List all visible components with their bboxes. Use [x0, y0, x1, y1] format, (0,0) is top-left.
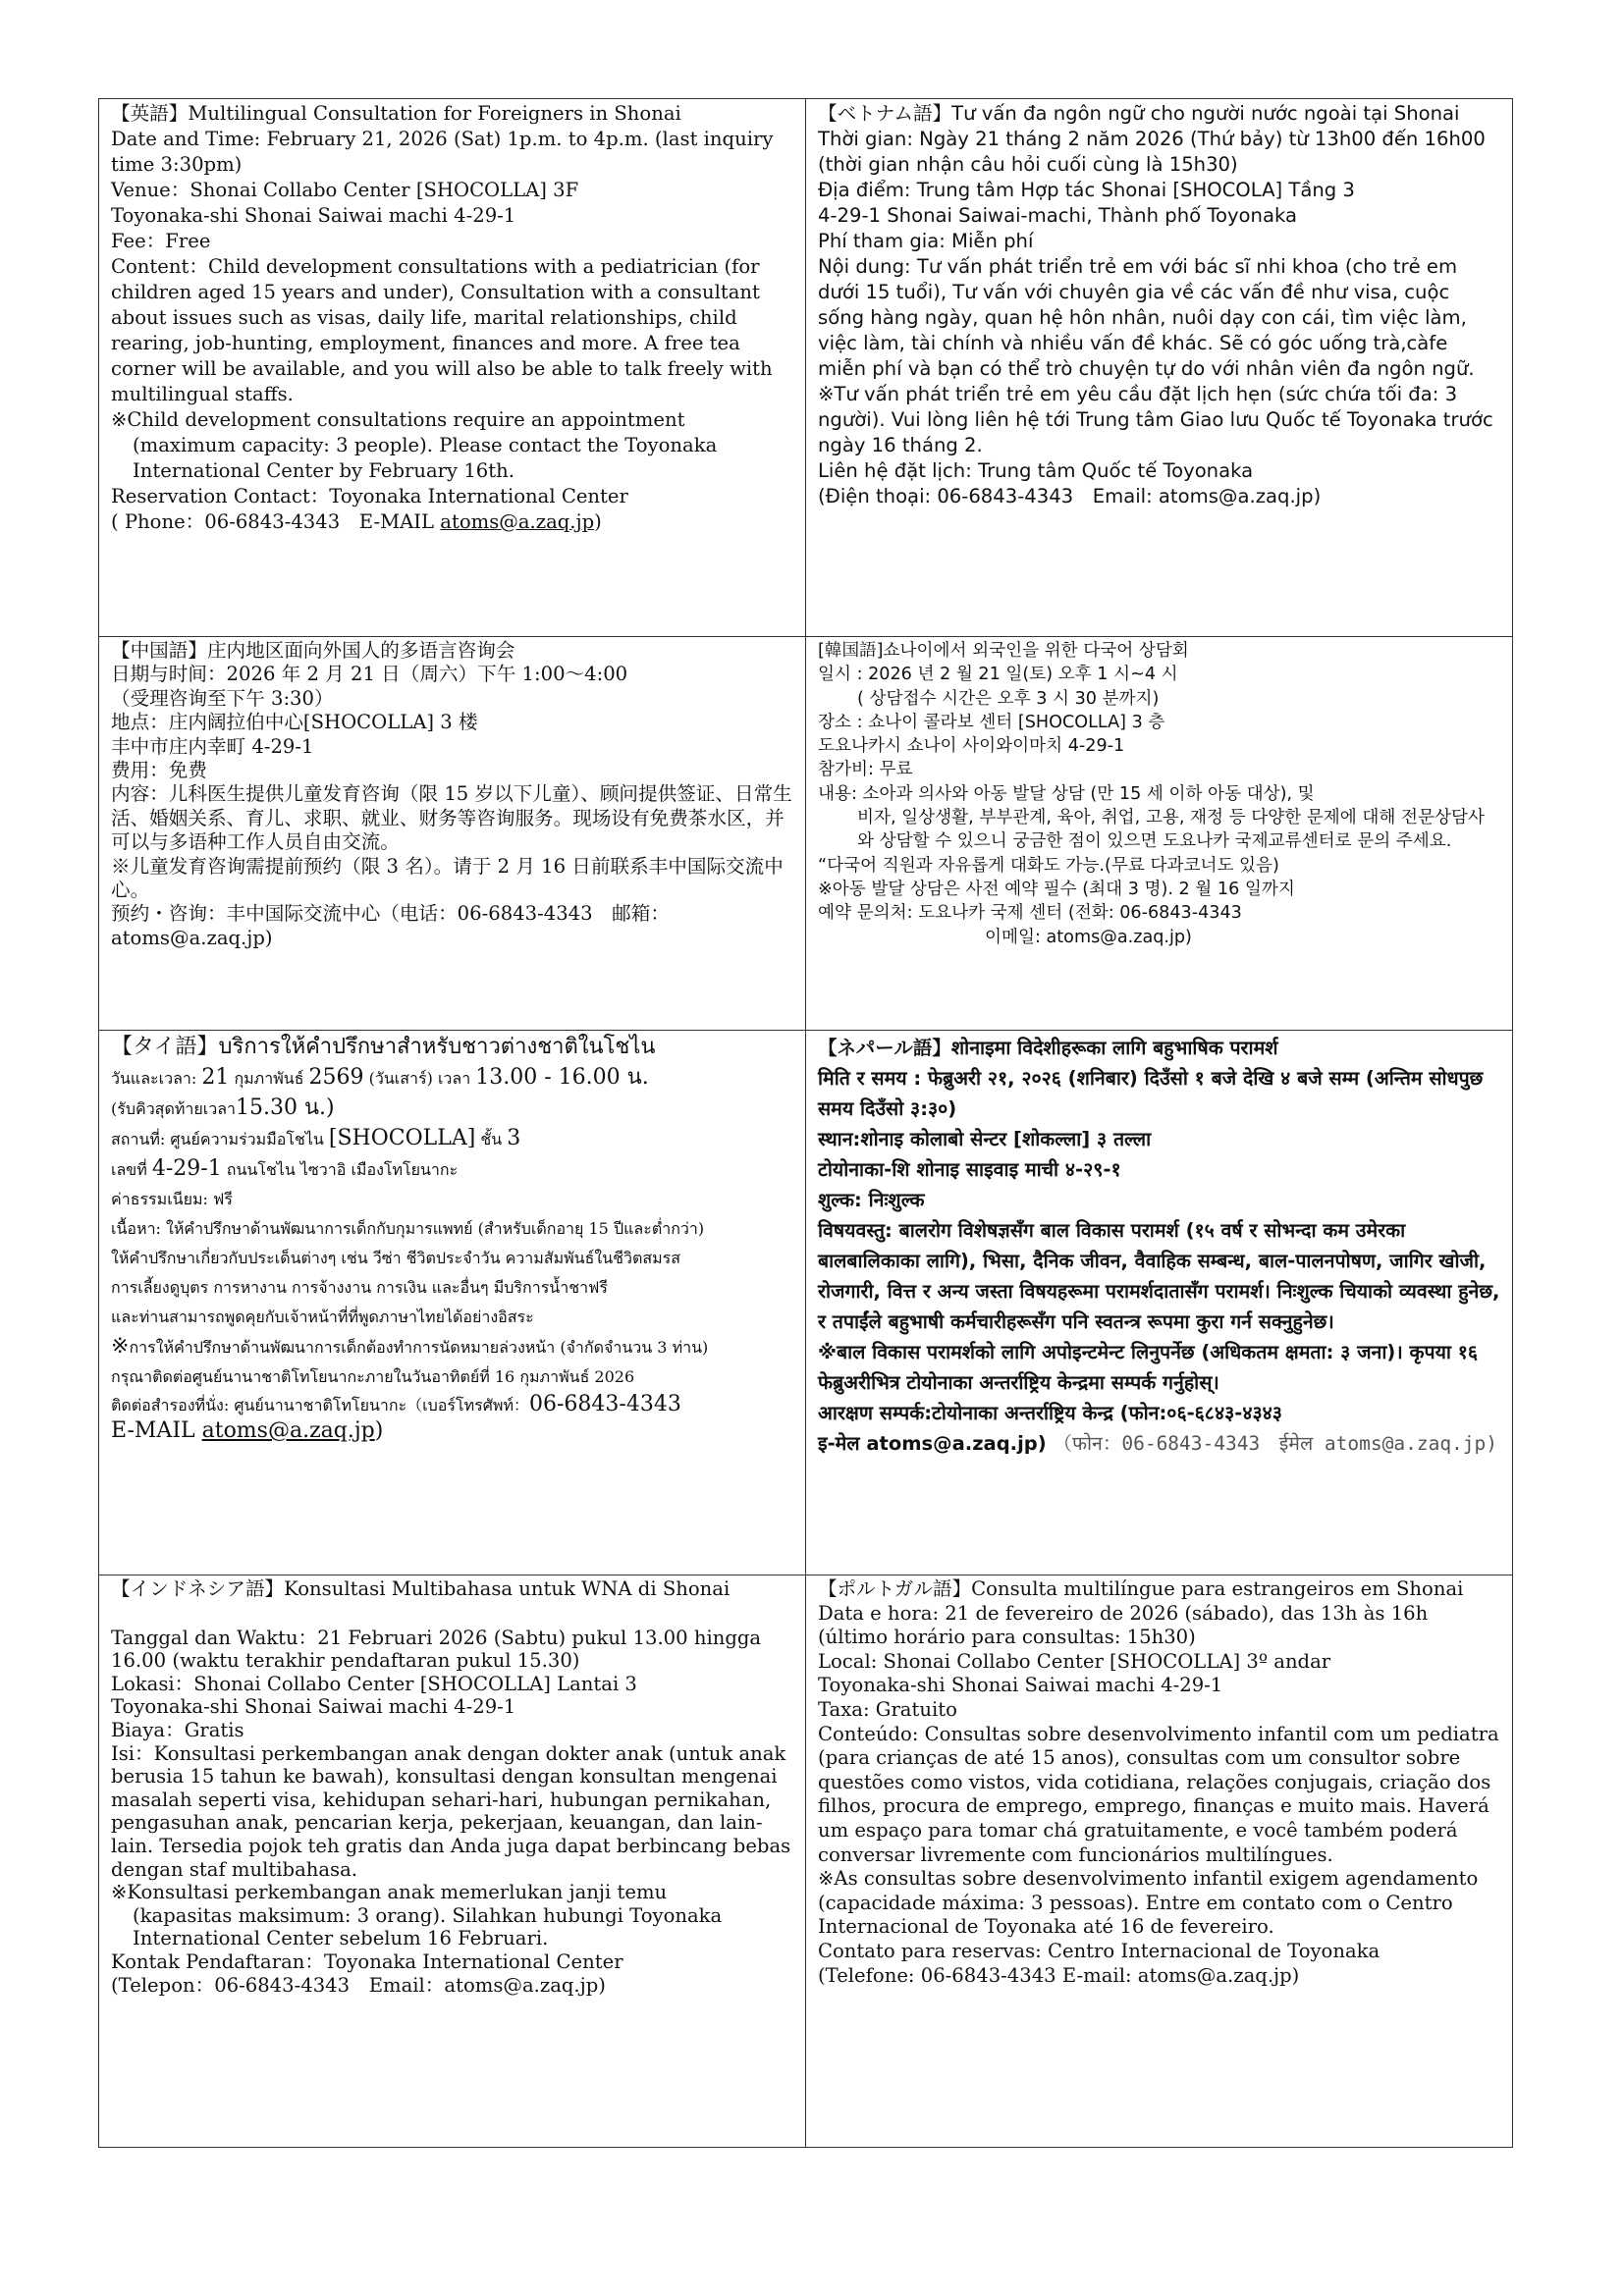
vietnamese-venue: Địa điểm: Trung tâm Hợp tác Shonai [SHOCOLA] Tầng 3 [818, 179, 1355, 201]
chinese-contact: 预约・咨询：丰中国际交流中心（电话：06-6843-4343 邮箱：atoms@a.zaq.jp) [111, 902, 670, 949]
vietnamese-fee: Phí tham gia: Miễn phí [818, 230, 1034, 252]
english-venue: Venue：Shonai Collabo Center [SHOCOLLA] 3F [111, 179, 579, 201]
portuguese-title: 【ポルトガル語】Consulta multilíngue para estrangeiros em Shonai [818, 1577, 1464, 1600]
korean-free-talk: “다국어 직원과 자유롭게 대화도 가능.(무료 다과코너도 있음) [818, 855, 1279, 876]
english-note: ※Child development consultations require an appointment [111, 408, 685, 431]
korean-date2: ( 상담접수 시간은 오후 3 시 30 분까지) [857, 688, 1160, 709]
english-reservation: Reservation Contact：Toyonaka International Center [111, 485, 628, 507]
english-phone [111, 509, 793, 535]
thai-last-time: (รับคิวสุดท้ายเวลา15.30 น.) [111, 1095, 335, 1120]
nepali-date: मिति र समय : फेब्रुअरी २१, २०२६ (शनिबार) दिउँसो १ बजे देखि ४ बजे सम्म (अन्तिम सोधपुछ समय दिउँसो ३:३०) [818, 1067, 1490, 1120]
thai-content3: การเลี้ยงดูบุตร การหางาน การจ้างงาน การเงิน และอื่นๆ มีบริการน้ำชาฟรี [111, 1278, 608, 1297]
korean-contact: 예약 문의처: 도요나카 국제 센터 (전화: 06-6843-4343 [818, 903, 1242, 924]
thai-date: วันและเวลา: 21 กุมภาพันธ์ 2569 (วันเสาร์) เวลา 13.00 - 16.00 น. [111, 1065, 649, 1090]
thai-address: เลขที่ 4-29-1 ถนนโชไน ไซวาอิ เมืองโทโยนากะ [111, 1156, 459, 1181]
english-section [99, 99, 806, 636]
chinese-date2: （受理咨询至下午 3:30） [111, 686, 334, 710]
nepali-email: इ-मेल atoms@a.zaq.jp) （फोन：06-6843-4343 ईमेल atoms@a.zaq.jp) [818, 1432, 1498, 1455]
portuguese-date: Data e hora: 21 de fevereiro de 2026 (sábado), das 13h às 16h (último horário para consultas: 15h30) [818, 1601, 1435, 1649]
korean-venue: 장소 : 쇼나이 콜라보 센터 [SHOCOLLA] 3 층 [818, 712, 1165, 732]
indonesian-note-rest: (kapasitas maksimum: 3 orang). Silahkan hubungi Toyonaka International Center sebelum 16 Februari. [133, 1903, 729, 1950]
english-phone-suffix: ) [594, 510, 602, 533]
english-fee: Fee：Free [111, 230, 211, 252]
vietnamese-date: Thời gian: Ngày 21 tháng 2 năm 2026 (Thứ bảy) từ 13h00 đến 16h00 (thời gian nhận câu hỏi cuối cùng là 15h30) [818, 128, 1492, 176]
nepali-title: 【ネパール語】शोनाइमा विदेशीहरूका लागि बहुभाषिक परामर्श [818, 1037, 1278, 1059]
korean-email: 이메일: atoms@a.zaq.jp) [985, 927, 1192, 947]
vietnamese-section [806, 99, 1513, 636]
portuguese-note: ※As consultas sobre desenvolvimento infantil exigem agendamento (capacidade máxima: 3 pessoas). Entre em contato com o Centro Internacional de Toyonaka até 16 de fevereiro. [818, 1867, 1485, 1939]
vietnamese-address: 4-29-1 Shonai Saiwai-machi, Thành phố Toyonaka [818, 204, 1297, 227]
thai-title-text: 【タイ語】บริการให้คำปรึกษาสำหรับชาวต่างชาติในโชไน [111, 1035, 656, 1059]
indonesian-contact: Kontak Pendaftaran：Toyonaka International Center [111, 1949, 623, 1973]
indonesian-section [99, 1575, 806, 2147]
nepali-note: ※बाल विकास परामर्शको लागि अपोइन्टमेन्ट लिनुपर्नेछ (अधिकतम क्षमता: ३ जना)। कृपया १६ फेब्रुअरीभित्र टोयोनाका अन्तर्राष्ट्रिय केन्द्रमा सम्पर्क गर्नुहोस्। [818, 1341, 1485, 1394]
chinese-note: ※儿童发育咨询需提前预约（限 3 名）。请于 2 月 16 日前联系丰中国际交流中心。 [111, 854, 784, 902]
indonesian-venue: Lokasi：Shonai Collabo Center [SHOCOLLA] Lantai 3 [111, 1672, 637, 1695]
chinese-content: 内容：儿科医生提供儿童发育咨询（限 15 岁以下儿童）、顾问提供签证、日常生活、婚姻关系、育儿、求职、就业、财务等咨询服务。现场设有免费茶水区，并可以与多语种工作人员自由交流。 [111, 782, 792, 854]
korean-address: 도요나카시 쇼나이 사이와이마치 4-29-1 [818, 736, 1125, 757]
table-row [99, 1031, 1513, 1575]
nepali-fee: शुल्क: निःशुल्क [818, 1189, 925, 1211]
korean-content-rest: 비자, 일상생활, 부부관계, 육아, 취업, 고용, 재정 등 다양한 문제에 대해 전문상담사와 상담할 수 있으니 궁금한 점이 있으면 도요나카 국제교류센터로 문의 주세요. [857, 808, 1485, 852]
nepali-venue: स्थान:शोनाइ कोलाबो सेन्टर [शोकल्ला] ३ तल्ला [818, 1128, 1152, 1150]
korean-fee: 참가비: 무료 [818, 760, 913, 780]
indonesian-content: Isi：Konsultasi perkembangan anak dengan dokter anak (untuk anak berusia 15 tahun ke bawah), konsultasi dengan konsultan mengenai masalah seperti visa, kehidupan sehari-hari, hubungan pernikahan, pengasuhan anak, pencarian kerja, pekerjaan, keuangan, dan lain-lain. Tersedia pojok teh gratis dan Anda juga dapat berbincang bebas dengan staf multibahasa. [111, 1741, 797, 1881]
chinese-address: 丰中市庄内幸町 4-29-1 [111, 734, 314, 758]
portuguese-content: Conteúdo: Consultas sobre desenvolvimento infantil com um pediatra (para crianças de até 15 anos), consultas com um consultor sobre questões como vistos, vida cotidiana, relações conjugais, criação dos filhos, procura de emprego, emprego, finanças e muito mais. Haverá um espaço para tomar chá gratuitamente, e você também poderá conversar livremente com funcionários multilíngues. [818, 1722, 1505, 1866]
nepali-mono-contact: （फोन：06-6843-4343 ईमेल atoms@a.zaq.jp) [1053, 1432, 1498, 1455]
indonesian-title: 【インドネシア語】Konsultasi Multibahasa untuk WNA di Shonai [111, 1577, 731, 1600]
english-address: Toyonaka-shi Shonai Saiwai machi 4-29-1 [111, 204, 516, 227]
indonesian-date: Tanggal dan Waktu：21 Februari 2026 (Sabtu) pukul 13.00 hingga 16.00 (waktu terakhir pendaftaran pukul 15.30) [111, 1626, 768, 1673]
english-email-link[interactable]: atoms@a.zaq.jp [440, 510, 595, 533]
indonesian-fee: Biaya：Gratis [111, 1718, 244, 1741]
chinese-section [99, 637, 806, 1030]
vietnamese-title: 【ベトナム語】Tư vấn đa ngôn ngữ cho người nước ngoài tại Shonai [818, 102, 1460, 125]
chinese-date: 日期与时间：2026 年 2 月 21 日（周六）下午 1:00～4:00 [111, 663, 628, 686]
portuguese-section [806, 1575, 1513, 2147]
nepali-address: टोयोनाका-शि शोनाइ साइवाइ माची ४-२९-१ [818, 1158, 1121, 1181]
english-date: Date and Time: February 21, 2026 (Sat) 1p.m. to 4p.m. (last inquiry time 3:30pm) [111, 128, 780, 176]
thai-email-link[interactable]: atoms@a.zaq.jp [201, 1418, 375, 1443]
table-row [99, 1575, 1513, 2148]
portuguese-address: Toyonaka-shi Shonai Saiwai machi 4-29-1 [818, 1674, 1223, 1697]
thai-content1: เนื้อหา: ให้คำปรึกษาด้านพัฒนาการเด็กกับกุมารแพทย์ (สำหรับเด็กอายุ 15 ปีและต่ำกว่า) [111, 1219, 705, 1238]
nepali-contact: आरक्षण सम्पर्क:टोयोनाका अन्तर्राष्ट्रिय केन्द्र (फोन:०६-६८४३-४३४३ [818, 1402, 1282, 1424]
english-note-rest: (maximum capacity: 3 people). Please contact the Toyonaka International Center by February 16th. [133, 434, 724, 482]
thai-contact: ติดต่อสำรองที่นั่ง: ศูนย์นานาชาติโทโยนากะ（เบอร์โทรศัพท์：06-6843-4343 [111, 1392, 681, 1416]
thai-section [99, 1031, 806, 1575]
thai-note: ※การให้คำปรึกษาด้านพัฒนาการเด็กต้องทำการนัดหมายล่วงหน้า (จำกัดจำนวน 3 ท่าน) [111, 1334, 709, 1359]
nepali-section [806, 1031, 1513, 1575]
thai-content4: และท่านสามารถพูดคุยกับเจ้าหน้าที่ที่พูดภาษาไทยได้อย่างอิสระ [111, 1308, 534, 1326]
table-row [99, 637, 1513, 1031]
english-title: 【英語】Multilingual Consultation for Foreigners in Shonai [111, 102, 681, 125]
nepali-content: विषयवस्तु: बालरोग विशेषज्ञसँग बाल विकास परामर्श (१५ वर्ष र सोभन्दा कम उमेरका बालबालिकाका लागि), भिसा, दैनिक जीवन, वैवाहिक सम्बन्ध, बाल-पालनपोषण, जागिर खोजी, रोजगारी, वित्त र अन्य जस्ता विषयहरूमा परामर्शदातासँग परामर्श। निःशुल्क चियाको व्यवस्था हुनेछ, र तपाईंले बहुभाषी कर्मचारीहरूसँग पनि स्वतन्त्र रूपमा कुरा गर्न सक्नुहुनेछ। [818, 1219, 1507, 1333]
vietnamese-note: ※Tư vấn phát triển trẻ em yêu cầu đặt lịch hẹn (sức chứa tối đa: 3 người). Vui lòng liên hệ tới Trung tâm Giao lưu Quốc tế Toyonaka trước ngày 16 tháng 2. [818, 383, 1499, 456]
portuguese-phone: (Telefone: 06-6843-4343 E-mail: atoms@a.zaq.jp) [818, 1963, 1300, 1987]
vietnamese-phone: (Điện thoại: 06-6843-4343 Email: atoms@a.zaq.jp) [818, 485, 1322, 507]
english-phone-prefix: ( Phone：06-6843-4343 E-MAIL [111, 510, 441, 533]
thai-content2: ให้คำปรึกษาเกี่ยวกับประเด็นต่างๆ เช่น วีซ่า ชีวิตประจำวัน ความสัมพันธ์ในชีวิตสมรส [111, 1249, 681, 1267]
portuguese-fee: Taxa: Gratuito [818, 1697, 957, 1721]
thai-title [111, 1033, 793, 1063]
korean-section [806, 637, 1513, 1030]
english-content: Content：Child development consultations with a pediatrician (for children aged 15 years and under), Consultation with a consultant about issues such as visas, daily life, marital relationships, child rearing, job-hunting, employment, finances and more. A free tea corner will be available, and you will also be able to talk freely with multilingual staffs. [111, 255, 779, 405]
portuguese-contact: Contato para reservas: Centro Internacional de Toyonaka [818, 1939, 1380, 1962]
korean-note: ※아동 발달 상담은 사전 예약 필수 (최대 3 명). 2 월 16 일까지 [818, 879, 1295, 899]
vietnamese-contact: Liên hệ đặt lịch: Trung tâm Quốc tế Toyonaka [818, 459, 1254, 482]
chinese-venue: 地点：庄内阔拉伯中心[SHOCOLLA] 3 楼 [111, 711, 478, 734]
indonesian-phone: (Telepon：06-6843-4343 Email：atoms@a.zaq.jp) [111, 1973, 606, 1997]
korean-date: 일시 : 2026 년 2 월 21 일(토) 오후 1 시~4 시 [818, 665, 1178, 685]
chinese-fee: 费用：免费 [111, 759, 207, 782]
indonesian-address: Toyonaka-shi Shonai Saiwai machi 4-29-1 [111, 1695, 516, 1719]
vietnamese-content: Nội dung: Tư vấn phát triển trẻ em với bác sĩ nhi khoa (cho trẻ em dưới 15 tuổi), Tư vấn với chuyên gia về các vấn đề như visa, cuộc sống hàng ngày, quan hệ hôn nhân, nuôi dạy con cái, tìm việc làm, việc làm, tài chính và nhiều vấn đề khác. Sẽ có góc uống trà,càfe miễn phí và bạn có thể trò chuyện tự do với nhân viên đa ngôn ngữ. [818, 255, 1475, 380]
chinese-title: 【中国語】庄内地区面向外国人的多语言咨询会 [111, 639, 515, 662]
portuguese-venue: Local: Shonai Collabo Center [SHOCOLLA] 3º andar [818, 1649, 1331, 1673]
thai-fee: ค่าธรรมเนียม: ฟรี [111, 1190, 233, 1208]
thai-note2: กรุณาติดต่อศูนย์นานาชาติโทโยนากะภายในวันอาทิตย์ที่ 16 กุมภาพันธ์ 2026 [111, 1367, 635, 1386]
korean-title: [韓国語]쇼나이에서 외국인을 위한 다국어 상담회 [818, 641, 1189, 661]
consultation-table [98, 98, 1513, 2148]
thai-venue: สถานที่: ศูนย์ความร่วมมือโชไน [SHOCOLLA] ชั้น 3 [111, 1126, 521, 1150]
table-row [99, 99, 1513, 637]
indonesian-note: ※Konsultasi perkembangan anak memerlukan janji temu [111, 1881, 668, 1904]
korean-content: 내용: 소아과 의사와 아동 발달 상담 (만 15 세 이하 아동 대상), 및 [818, 783, 1315, 804]
thai-email: E-MAIL atoms@a.zaq.jp) [111, 1418, 384, 1443]
